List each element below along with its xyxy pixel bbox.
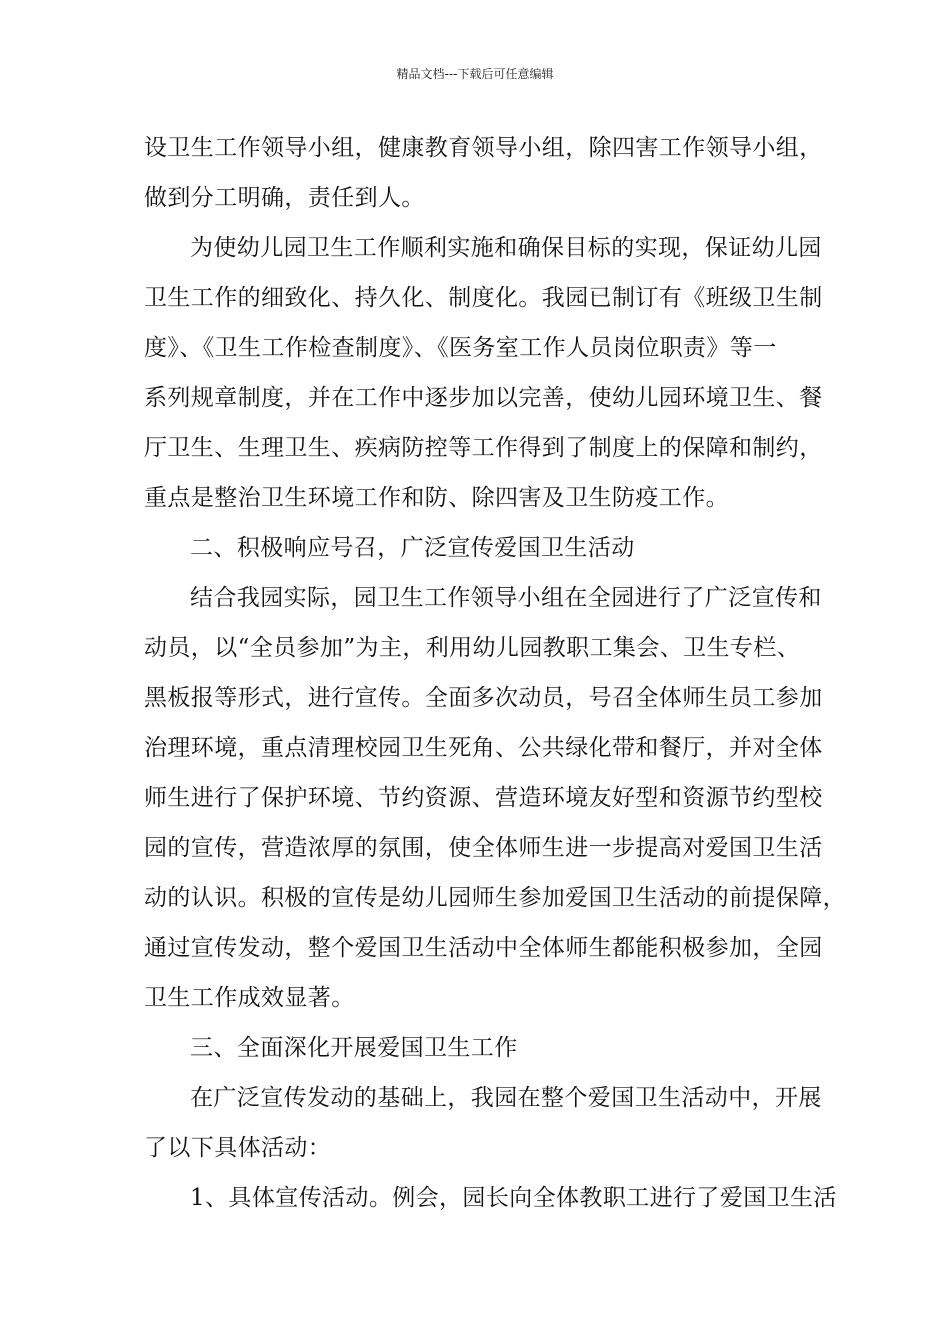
- text-line: 动的认识。积极的宣传是幼儿园师生参加爱国卫生活动的前提保障，: [144, 885, 846, 911]
- section-heading: 二、积极响应号召，广泛宣传爱国卫生活动: [190, 535, 635, 561]
- text-line: 做到分工明确，责任到人。: [144, 185, 425, 211]
- text-line: 黑板报等形式，进行宣传。全面多次动员，号召全体师生员工参加: [144, 685, 823, 711]
- text-line: 治理环境，重点清理校园卫生死角、公共绿化带和餐厅，并对全体: [144, 735, 823, 761]
- paragraph-start-line: 为使幼儿园卫生工作顺利实施和确保目标的实现，保证幼儿园: [190, 235, 822, 261]
- text-line: 重点是整治卫生环境工作和防、除四害及卫生防疫工作。: [144, 485, 729, 511]
- text-line: 度》、《卫生工作检查制度》、《医务室工作人员岗位职责》等一: [144, 335, 777, 361]
- text-line: 卫生工作的细致化、持久化、制度化。我园已制订有《班级卫生制: [144, 285, 823, 311]
- text-line: 园的宣传，营造浓厚的氛围，使全体师生进一步提高对爱国卫生活: [144, 835, 823, 861]
- text-line: 动员，以“全员参加”为主，利用幼儿园教职工集会、卫生专栏、: [144, 635, 801, 661]
- text-line: 卫生工作成效显著。: [144, 985, 355, 1011]
- text-line: 师生进行了保护环境、节约资源、营造环境友好型和资源节约型校: [144, 785, 823, 811]
- paragraph-start-line: 在广泛宣传发动的基础上，我园在整个爱国卫生活动中，开展: [190, 1085, 822, 1111]
- text-line: 通过宣传发动，整个爱国卫生活动中全体师生都能积极参加，全园: [144, 935, 823, 961]
- text-line: 设卫生工作领导小组，健康教育领导小组，除四害工作领导小组，: [144, 135, 823, 161]
- page-header: 精品文档---下载后可任意编辑: [396, 67, 554, 81]
- text-line: 系列规章制度，并在工作中逐步加以完善，使幼儿园环境卫生、餐: [144, 385, 823, 411]
- paragraph-start-line: 1、具体宣传活动。例会，园长向全体教职工进行了爱国卫生活: [190, 1185, 837, 1211]
- text-line: 厅卫生、生理卫生、疾病防控等工作得到了制度上的保障和制约，: [144, 435, 823, 461]
- section-heading: 三、全面深化开展爱国卫生工作: [190, 1035, 518, 1061]
- document-body: [144, 123, 846, 1223]
- paragraph-start-line: 结合我园实际，园卫生工作领导小组在全园进行了广泛宣传和: [190, 585, 822, 611]
- text-line: 了以下具体活动：: [144, 1135, 332, 1161]
